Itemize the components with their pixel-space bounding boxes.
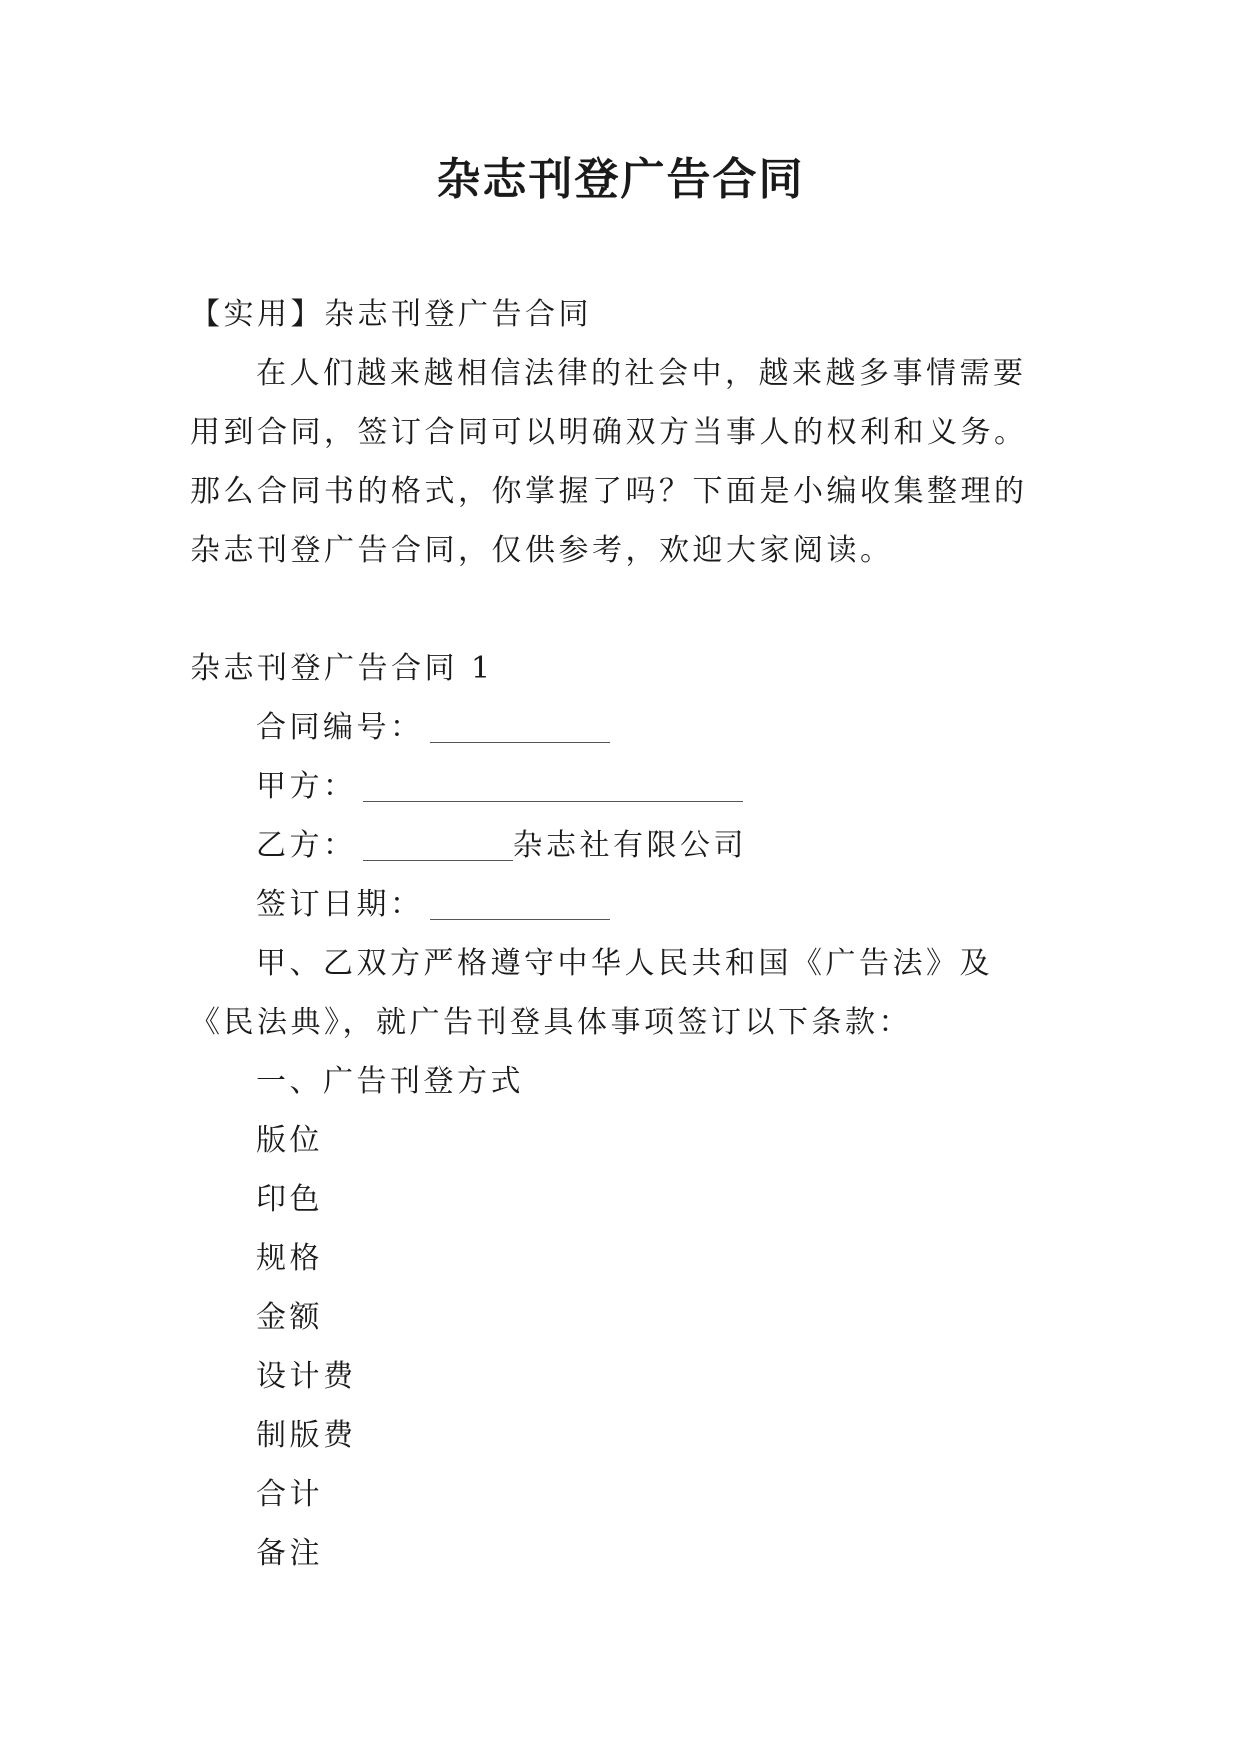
intro-paragraph: 在人们越来越相信法律的社会中，越来越多事情需要用到合同，签订合同可以明确双方当事人的权利和义务。那么合同书的格式，你掌握了吗？下面是小编收集整理的杂志刊登广告合同，仅供参考，欢迎大家阅读。 [190, 356, 1028, 568]
party-a-line [190, 757, 1050, 816]
item-line: 备注 [256, 1536, 323, 1571]
document-body [190, 285, 1050, 1583]
item-line: 金额 [256, 1300, 323, 1335]
item-line: 合计 [256, 1477, 323, 1512]
item-line: 印色 [256, 1182, 323, 1217]
party-a-blank [363, 771, 743, 802]
contract-number-line [190, 698, 1050, 757]
sign-date-blank [430, 889, 610, 920]
sign-date-label: 签订日期： [256, 887, 424, 922]
document-heading: 【实用】杂志刊登广告合同 [190, 297, 592, 332]
item-line: 规格 [256, 1241, 323, 1276]
section-title: 杂志刊登广告合同 1 [190, 651, 494, 686]
party-b-line [190, 816, 1050, 875]
party-b-blank [363, 830, 513, 861]
spacer [190, 580, 1050, 639]
party-b-suffix: 杂志社有限公司 [512, 828, 747, 863]
contract-number-label: 合同编号： [256, 710, 424, 745]
clause-1-title: 一、广告刊登方式 [256, 1064, 524, 1099]
contract-number-blank [430, 712, 610, 743]
item-line: 设计费 [256, 1359, 357, 1394]
item-line: 制版费 [256, 1418, 357, 1453]
item-line: 版位 [256, 1123, 323, 1158]
party-b-label: 乙方： [256, 828, 357, 863]
party-a-label: 甲方： [256, 769, 357, 804]
document-title: 杂志刊登广告合同 [436, 154, 805, 205]
sign-date-line [190, 875, 1050, 934]
clause-intro: 甲、乙双方严格遵守中华人民共和国《广告法》及《民法典》，就广告刊登具体事项签订以下条款： [190, 946, 993, 1040]
